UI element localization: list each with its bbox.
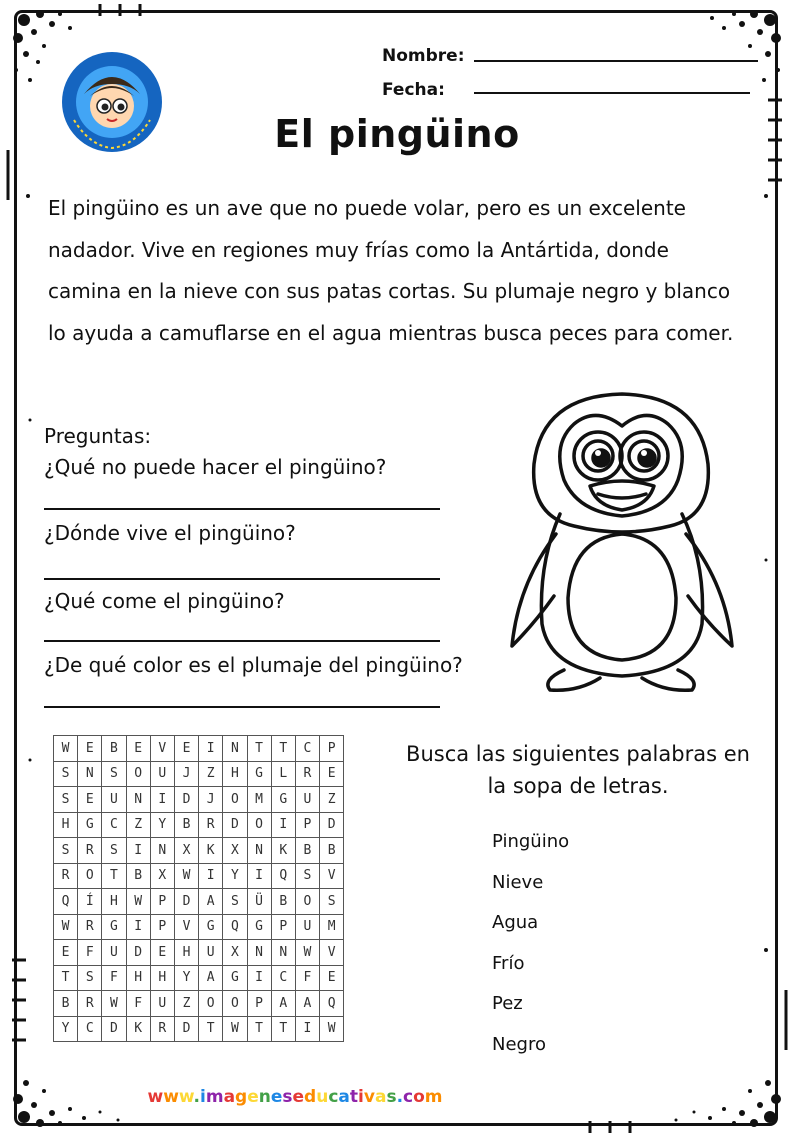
grid-cell: V bbox=[174, 914, 198, 940]
grid-cell: S bbox=[320, 889, 344, 915]
grid-cell: O bbox=[223, 991, 247, 1017]
date-label: Fecha: bbox=[382, 80, 445, 100]
grid-cell: P bbox=[295, 812, 319, 838]
grid-cell: S bbox=[102, 838, 126, 864]
grid-cell: E bbox=[54, 940, 78, 966]
grid-cell: I bbox=[150, 787, 174, 813]
grid-cell: E bbox=[78, 736, 102, 762]
grid-cell: W bbox=[320, 1016, 344, 1042]
grid-cell: U bbox=[102, 787, 126, 813]
grid-cell: I bbox=[126, 914, 150, 940]
grid-cell: T bbox=[102, 863, 126, 889]
list-item: Frío bbox=[492, 952, 525, 974]
grid-cell: R bbox=[78, 838, 102, 864]
grid-cell: V bbox=[320, 863, 344, 889]
grid-cell: W bbox=[295, 940, 319, 966]
grid-cell: W bbox=[223, 1016, 247, 1042]
grid-cell: E bbox=[320, 761, 344, 787]
grid-cell: G bbox=[102, 914, 126, 940]
grid-cell: Í bbox=[78, 889, 102, 915]
grid-cell: D bbox=[174, 787, 198, 813]
grid-cell: Q bbox=[320, 991, 344, 1017]
grid-cell: B bbox=[320, 838, 344, 864]
grid-cell: D bbox=[320, 812, 344, 838]
grid-cell: P bbox=[247, 991, 271, 1017]
grid-cell: I bbox=[199, 736, 223, 762]
question-1: ¿Qué no puede hacer el pingüino? bbox=[44, 455, 387, 479]
grid-cell: W bbox=[126, 889, 150, 915]
grid-cell: U bbox=[295, 914, 319, 940]
grid-cell: W bbox=[102, 991, 126, 1017]
grid-cell: O bbox=[223, 787, 247, 813]
grid-cell: I bbox=[199, 863, 223, 889]
grid-cell: I bbox=[295, 1016, 319, 1042]
grid-cell: G bbox=[78, 812, 102, 838]
grid-cell: Z bbox=[126, 812, 150, 838]
grid-cell: Z bbox=[199, 761, 223, 787]
grid-cell: D bbox=[174, 1016, 198, 1042]
list-item: Pez bbox=[492, 993, 523, 1014]
grid-cell: Q bbox=[223, 914, 247, 940]
footer-url[interactable] bbox=[0, 1087, 590, 1107]
grid-cell: S bbox=[78, 965, 102, 991]
name-field[interactable] bbox=[474, 60, 758, 62]
grid-cell: P bbox=[150, 914, 174, 940]
grid-cell: W bbox=[174, 863, 198, 889]
grid-cell: K bbox=[271, 838, 295, 864]
grid-cell: I bbox=[271, 812, 295, 838]
grid-cell: P bbox=[271, 914, 295, 940]
grid-cell: P bbox=[320, 736, 344, 762]
grid-cell: E bbox=[126, 736, 150, 762]
grid-cell: R bbox=[78, 991, 102, 1017]
list-item: Nieve bbox=[492, 871, 544, 893]
grid-row bbox=[54, 838, 344, 864]
grid-cell: B bbox=[174, 812, 198, 838]
grid-cell: F bbox=[295, 965, 319, 991]
answer-line-2[interactable] bbox=[44, 578, 440, 580]
name-label: Nombre: bbox=[382, 46, 465, 66]
grid-cell: U bbox=[150, 761, 174, 787]
grid-cell: G bbox=[271, 787, 295, 813]
date-field[interactable] bbox=[474, 92, 750, 94]
grid-cell: K bbox=[126, 1016, 150, 1042]
grid-cell: W bbox=[54, 914, 78, 940]
grid-cell: G bbox=[247, 914, 271, 940]
grid-cell: S bbox=[54, 787, 78, 813]
penguin-icon bbox=[498, 384, 744, 696]
grid-cell: N bbox=[247, 838, 271, 864]
word-list bbox=[492, 830, 569, 1073]
grid-cell: K bbox=[199, 838, 223, 864]
grid-cell: B bbox=[102, 736, 126, 762]
word-search-instructions: Busca las siguientes palabras en la sopa de letras. bbox=[406, 742, 750, 798]
grid-cell: B bbox=[295, 838, 319, 864]
grid-cell: T bbox=[54, 965, 78, 991]
grid-cell: Y bbox=[150, 812, 174, 838]
grid-cell: O bbox=[295, 889, 319, 915]
grid-cell: H bbox=[150, 965, 174, 991]
footer-url-text[interactable]: www.imageneseducativas.com bbox=[147, 1087, 443, 1107]
grid-cell: T bbox=[247, 736, 271, 762]
grid-cell: T bbox=[271, 1016, 295, 1042]
grid-cell: G bbox=[223, 965, 247, 991]
grid-cell: A bbox=[199, 889, 223, 915]
grid-cell: H bbox=[102, 889, 126, 915]
grid-cell: C bbox=[295, 736, 319, 762]
grid-cell: E bbox=[150, 940, 174, 966]
grid-cell: T bbox=[247, 1016, 271, 1042]
page-title: El pingüino bbox=[274, 112, 520, 156]
grid-cell: H bbox=[223, 761, 247, 787]
grid-cell: R bbox=[199, 812, 223, 838]
question-4: ¿De qué color es el plumaje del pingüino? bbox=[44, 653, 463, 677]
grid-cell: F bbox=[102, 965, 126, 991]
grid-cell: D bbox=[223, 812, 247, 838]
grid-cell: N bbox=[223, 736, 247, 762]
reading-paragraph: El pingüino es un ave que no puede volar, pero es un excelente nadador. Vive en regiones muy frías como la Antártida, donde camina en la nieve con sus patas cortas. Su plumaje negro y blanco lo ayuda a camuflarse en el agua mientras busca peces para comer. bbox=[48, 196, 734, 345]
grid-cell: F bbox=[78, 940, 102, 966]
grid-cell: E bbox=[78, 787, 102, 813]
grid-cell: N bbox=[126, 787, 150, 813]
grid-cell: S bbox=[54, 761, 78, 787]
list-item: Agua bbox=[492, 912, 539, 933]
grid-cell: Q bbox=[54, 889, 78, 915]
grid-cell: Ü bbox=[247, 889, 271, 915]
question-2: ¿Dónde vive el pingüino? bbox=[44, 521, 296, 545]
grid-cell: E bbox=[320, 965, 344, 991]
grid-cell: I bbox=[126, 838, 150, 864]
grid-cell: N bbox=[78, 761, 102, 787]
grid-cell: V bbox=[320, 940, 344, 966]
grid-cell: G bbox=[247, 761, 271, 787]
grid-cell: W bbox=[54, 736, 78, 762]
grid-cell: Y bbox=[174, 965, 198, 991]
word-search-grid bbox=[53, 735, 344, 1042]
grid-cell: L bbox=[271, 761, 295, 787]
grid-row bbox=[54, 889, 344, 915]
grid-cell: N bbox=[271, 940, 295, 966]
grid-cell: M bbox=[320, 914, 344, 940]
grid-cell: S bbox=[54, 838, 78, 864]
grid-cell: Z bbox=[320, 787, 344, 813]
grid-cell: C bbox=[271, 965, 295, 991]
grid-cell: A bbox=[199, 965, 223, 991]
grid-cell: P bbox=[150, 889, 174, 915]
grid-cell: X bbox=[150, 863, 174, 889]
grid-row bbox=[54, 1016, 344, 1042]
grid-cell: V bbox=[150, 736, 174, 762]
grid-cell: I bbox=[247, 965, 271, 991]
grid-cell: R bbox=[54, 863, 78, 889]
grid-cell: F bbox=[126, 991, 150, 1017]
grid-cell: Z bbox=[174, 991, 198, 1017]
grid-cell: S bbox=[223, 889, 247, 915]
grid-cell: T bbox=[199, 1016, 223, 1042]
grid-cell: O bbox=[126, 761, 150, 787]
grid-cell: Y bbox=[54, 1016, 78, 1042]
grid-cell: U bbox=[102, 940, 126, 966]
grid-cell: S bbox=[295, 863, 319, 889]
grid-row bbox=[54, 812, 344, 838]
grid-cell: H bbox=[174, 940, 198, 966]
grid-cell: I bbox=[247, 863, 271, 889]
grid-cell: R bbox=[150, 1016, 174, 1042]
question-3: ¿Qué come el pingüino? bbox=[44, 589, 285, 613]
grid-cell: J bbox=[174, 761, 198, 787]
grid-cell: A bbox=[271, 991, 295, 1017]
grid-cell: S bbox=[102, 761, 126, 787]
questions-heading: Preguntas: bbox=[44, 424, 152, 448]
grid-cell: D bbox=[174, 889, 198, 915]
grid-cell: H bbox=[54, 812, 78, 838]
grid-cell: G bbox=[199, 914, 223, 940]
grid-row bbox=[54, 863, 344, 889]
grid-cell: O bbox=[78, 863, 102, 889]
answer-line-1[interactable] bbox=[44, 508, 440, 510]
grid-cell: C bbox=[102, 812, 126, 838]
grid-cell: H bbox=[126, 965, 150, 991]
grid-cell: X bbox=[223, 940, 247, 966]
grid-cell: C bbox=[78, 1016, 102, 1042]
grid-cell: E bbox=[174, 736, 198, 762]
grid-cell: T bbox=[271, 736, 295, 762]
grid-cell: N bbox=[247, 940, 271, 966]
grid-cell: J bbox=[199, 787, 223, 813]
grid-cell: O bbox=[199, 991, 223, 1017]
grid-row bbox=[54, 965, 344, 991]
grid-cell: D bbox=[102, 1016, 126, 1042]
list-item: Negro bbox=[492, 1033, 546, 1055]
grid-row bbox=[54, 940, 344, 966]
answer-line-4[interactable] bbox=[44, 706, 440, 708]
grid-cell: U bbox=[150, 991, 174, 1017]
grid-cell: X bbox=[223, 838, 247, 864]
grid-cell: Y bbox=[223, 863, 247, 889]
grid-cell: B bbox=[54, 991, 78, 1017]
grid-row bbox=[54, 991, 344, 1017]
grid-cell: R bbox=[78, 914, 102, 940]
grid-cell: B bbox=[126, 863, 150, 889]
grid-cell: O bbox=[247, 812, 271, 838]
list-item: Pingüino bbox=[492, 831, 570, 852]
grid-cell: N bbox=[150, 838, 174, 864]
answer-line-3[interactable] bbox=[44, 640, 440, 642]
grid-row bbox=[54, 914, 344, 940]
grid-row bbox=[54, 736, 344, 762]
grid-cell: R bbox=[295, 761, 319, 787]
grid-row bbox=[54, 787, 344, 813]
grid-cell: Q bbox=[271, 863, 295, 889]
grid-cell: U bbox=[199, 940, 223, 966]
grid-cell: B bbox=[271, 889, 295, 915]
grid-cell: A bbox=[295, 991, 319, 1017]
grid-row bbox=[54, 761, 344, 787]
grid-cell: M bbox=[247, 787, 271, 813]
grid-cell: U bbox=[295, 787, 319, 813]
grid-cell: X bbox=[174, 838, 198, 864]
grid-cell: D bbox=[126, 940, 150, 966]
